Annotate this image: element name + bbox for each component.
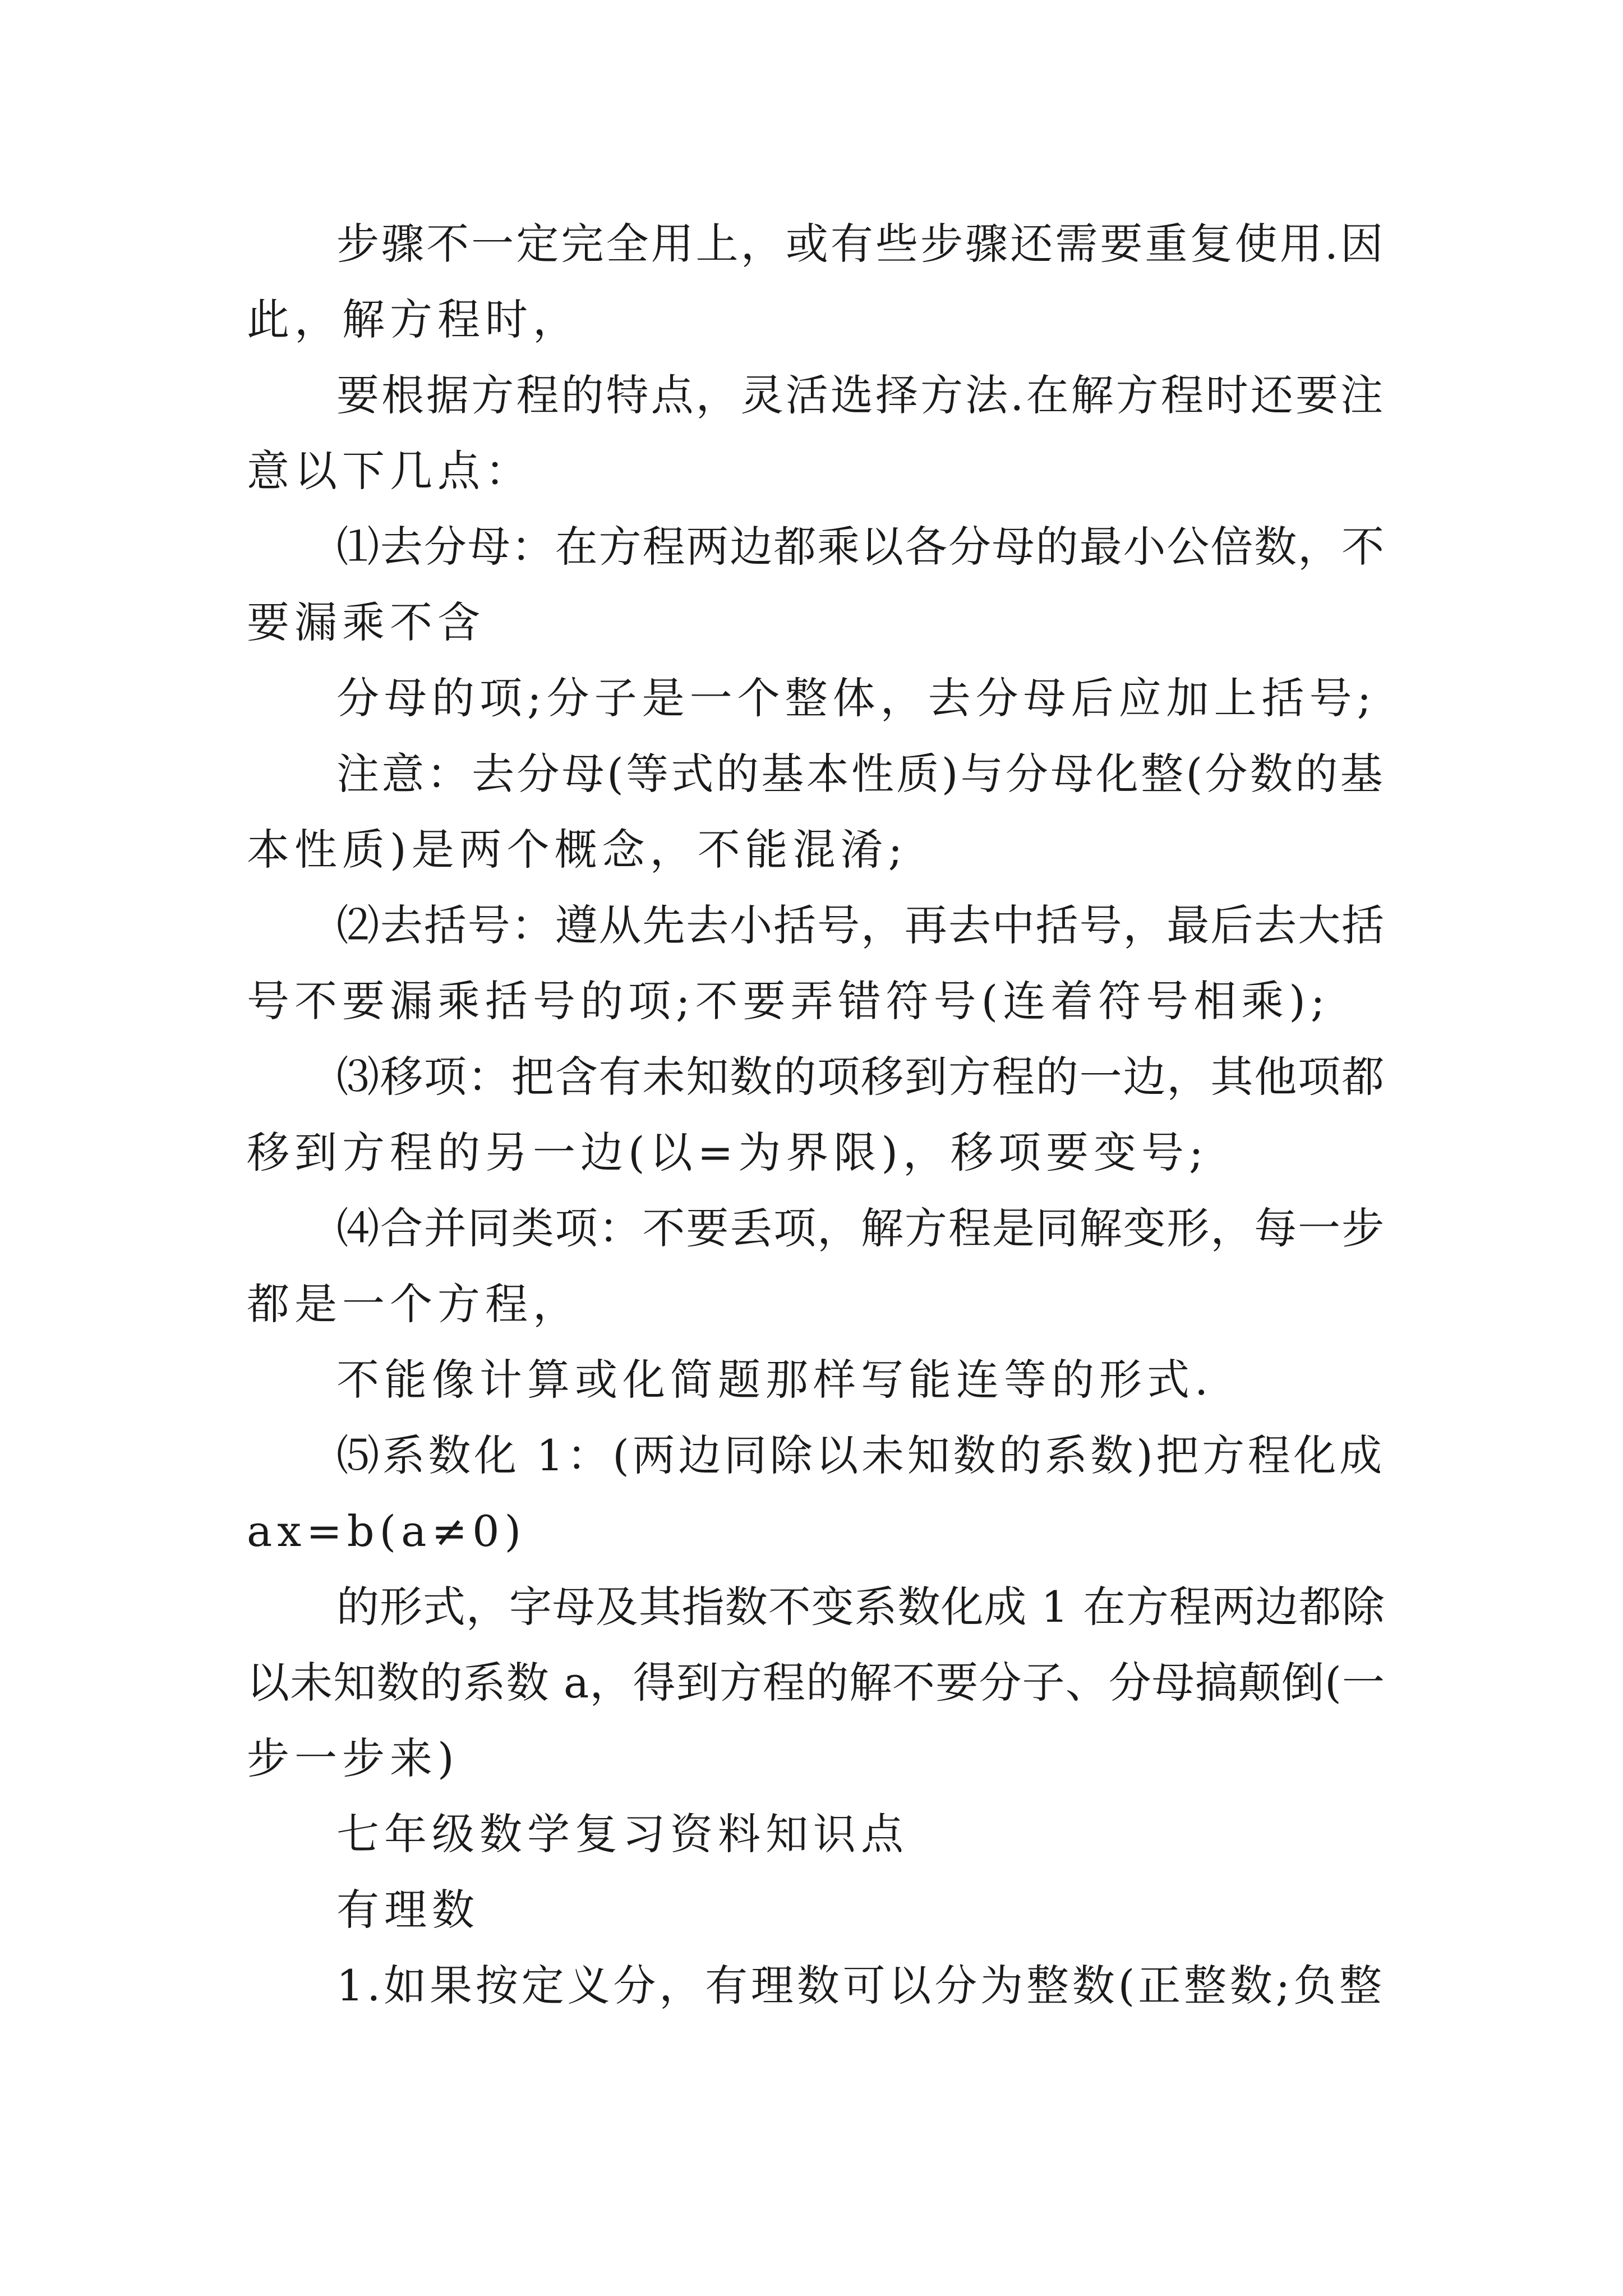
text-line: 注意：去分母(等式的基本性质)与分母化整(分数的基: [336, 749, 1385, 799]
text-line: ax=b(a≠0): [247, 1506, 527, 1556]
text-line: ⑶移项：把含有未知数的项移到方程的一边，其他项都: [336, 1052, 1385, 1102]
text-line: 以未知数的系数 a，得到方程的解不要分子、分母搞颠倒(一: [247, 1658, 1386, 1708]
section-heading: 七年级数学复习资料知识点: [336, 1809, 909, 1859]
text-line: 意以下几点：: [247, 446, 533, 496]
text-line: 此，解方程时，: [247, 295, 580, 344]
text-line: 号不要漏乘括号的项;不要弄错符号(连着符号相乘);: [247, 976, 1330, 1026]
text-line: 本性质)是两个概念，不能混淆;: [247, 825, 908, 875]
text-line: 步骤不一定完全用上，或有些步骤还需要重复使用.因: [336, 219, 1386, 269]
text-line: 不能像计算或化简题那样写能连等的形式.: [336, 1355, 1214, 1405]
text-line: ⑷合并同类项：不要丢项，解方程是同解变形，每一步: [336, 1203, 1385, 1253]
subsection-heading: 有理数: [336, 1885, 479, 1935]
text-line: 移到方程的另一边(以=为界限)，移项要变号;: [247, 1128, 1209, 1177]
text-line: ⑵去括号：遵从先去小括号，再去中括号，最后去大括: [336, 900, 1385, 950]
text-line: 要漏乘不含: [247, 597, 485, 647]
text-line: ⑴去分母：在方程两边都乘以各分母的最小公倍数，不: [336, 522, 1385, 572]
text-line: 步一步来): [247, 1733, 459, 1783]
text-line: 要根据方程的特点，灵活选择方法.在解方程时还要注: [336, 370, 1386, 420]
text-line: ⑸系数化 1：(两边同除以未知数的系数)把方程化成: [336, 1430, 1385, 1480]
text-line: 分母的项;分子是一个整体，去分母后应加上括号;: [336, 673, 1377, 723]
text-line: 的形式，字母及其指数不变系数化成 1 在方程两边都除: [336, 1582, 1385, 1632]
text-line: 1.如果按定义分，有理数可以分为整数(正整数;负整: [336, 1961, 1385, 2010]
text-line: 都是一个方程，: [247, 1279, 580, 1329]
